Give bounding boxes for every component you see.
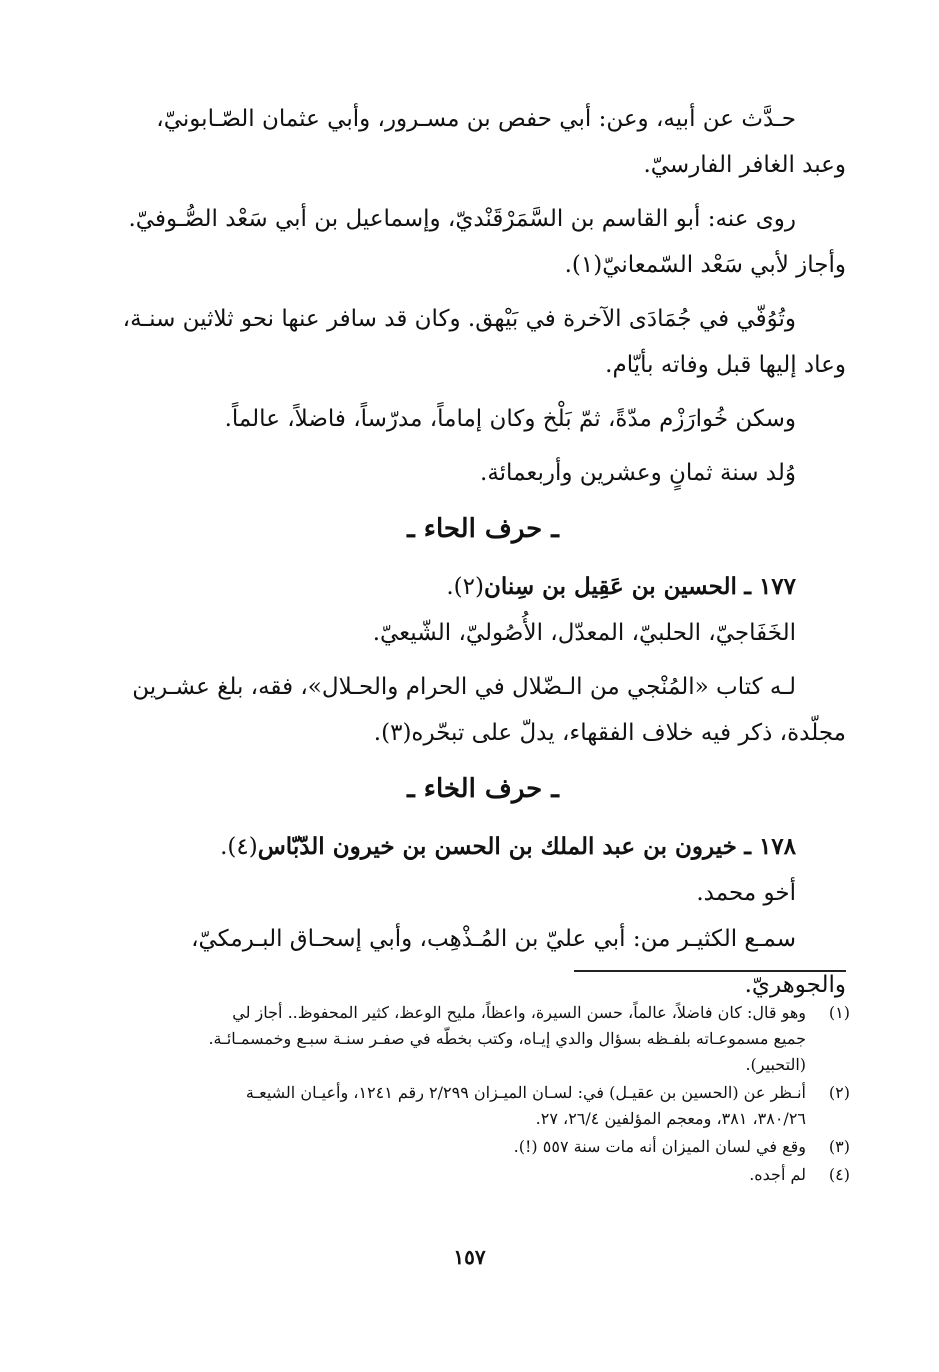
footnotes	[128, 1000, 850, 1190]
footnote-1	[128, 1000, 850, 1078]
text-line: حـدَّث عن أبيه، وعن: أبي حفص بن مسـرور، وأبي عثمان الصّـابونيّ،	[156, 106, 796, 132]
paragraph-1	[120, 96, 846, 188]
text-line: وعبد الغافر الفارسيّ.	[643, 152, 846, 178]
footnote-line: ٣٨٠/٢٦، ٣٨١، ومعجم المؤلفين ٢٦/٤، ٢٧.	[535, 1109, 806, 1128]
paragraph-5	[120, 450, 846, 496]
section-heading-kha: ـ حرف الخاء ـ	[407, 774, 559, 804]
text-line: سمـع الكثيـر من: أبي عليّ بن المُـذْهِب، وأبي إسحـاق البـرمكيّ،	[191, 926, 796, 952]
text-line: وسكن خُوارَزْم مدّةً، ثمّ بَلْخ وكان إماماً، مدرّساً، فاضلاً، عالماً.	[224, 406, 796, 432]
text-line: وُلد سنة ثمانٍ وعشرين وأربعمائة.	[480, 460, 796, 486]
entry-relation: أخو محمد.	[696, 880, 796, 906]
paragraph-4	[120, 396, 846, 442]
footnote-4	[128, 1162, 850, 1188]
footnote-text	[128, 1134, 806, 1160]
text-line: وعاد إليها قبل وفاته بأيّام.	[605, 352, 846, 378]
footnote-text	[128, 1080, 806, 1132]
text-line: وتُوُفّي في جُمَادَى الآخرة في بَيْهق. وكان قد سافر عنها نحو ثلاثين سنـة،	[122, 306, 796, 332]
footnote-text	[128, 1162, 806, 1188]
entry-name: الحسين بن عَقِيل بن سِنان	[483, 573, 737, 600]
entry-number: ١٧٨ ـ	[744, 833, 796, 860]
page-number: ١٥٧	[453, 1245, 486, 1269]
footnote-2	[128, 1080, 850, 1132]
footnote-divider	[574, 970, 846, 972]
entry-177-title-line	[120, 564, 846, 610]
footnote-line: جميع مسموعـاته بلفـظه بسؤال والدي إيـاه، وكتب بخطّه في صفـر سنـة سبـع وخمسمـائـة.	[208, 1029, 806, 1048]
entry-number: ١٧٧ ـ	[744, 573, 796, 600]
footnote-text	[128, 1000, 806, 1078]
footnote-line: وهو قال: كان فاضلاً، عالماً، حسن السيرة، واعظاً، مليح الوعظ، كثير المحفوظ.. أجاز لي	[232, 1003, 806, 1022]
footnote-ref: (٢).	[446, 574, 484, 600]
footnote-ref: (٤).	[220, 834, 258, 860]
section-heading-ha: ـ حرف الحاء ـ	[407, 514, 559, 544]
footnote-number: (٢)	[828, 1083, 850, 1102]
text-line: روى عنه: أبو القاسم بن السَّمَرْقَنْديّ، وإسماعيل بن أبي سَعْد الصُّـوفيّ.	[128, 206, 796, 232]
text-line: لـه كتاب «المُنْجي من الـضّلال في الحرام والحـلال»، فقه، بلغ عشـرين	[132, 674, 796, 700]
entry-178-heading	[120, 824, 846, 1008]
footnote-number: (٣)	[828, 1137, 850, 1156]
main-text	[120, 96, 846, 1016]
footnote-line: (التحبير).	[745, 1055, 806, 1074]
paragraph-3	[120, 296, 846, 388]
entry-nisba: الخَفَاجيّ، الحلبيّ، المعدّل، الأُصُوليّ، الشّيعيّ.	[372, 620, 796, 646]
footnote-line: أنـظر عن (الحسين بن عقيـل) في: لسـان الميـزان ٢/٢٩٩ رقم ١٢٤١، وأعيـان الشيعـة	[245, 1083, 806, 1102]
entry-name: خيرون بن عبد الملك بن الحسن بن خيرون الدّبّاس	[257, 833, 737, 860]
entry-177-body	[120, 664, 846, 756]
text-line: وأجاز لأبي سَعْد السّمعانيّ(١).	[564, 252, 846, 278]
footnote-3	[128, 1134, 850, 1160]
footnote-number: (٤)	[828, 1165, 850, 1184]
entry-178-title-line	[120, 824, 846, 870]
footnote-number: (١)	[828, 1003, 850, 1022]
entry-177-heading	[120, 564, 846, 656]
paragraph-2	[120, 196, 846, 288]
footnote-line: لم أجده.	[749, 1165, 806, 1184]
footnote-line: وقع في لسان الميزان أنه مات سنة ٥٥٧ (!).	[513, 1137, 806, 1156]
text-line: والجوهريّ.	[744, 972, 846, 998]
text-line: مجلّدة، ذكر فيه خلاف الفقهاء، يدلّ على تبحّره(٣).	[373, 720, 846, 746]
